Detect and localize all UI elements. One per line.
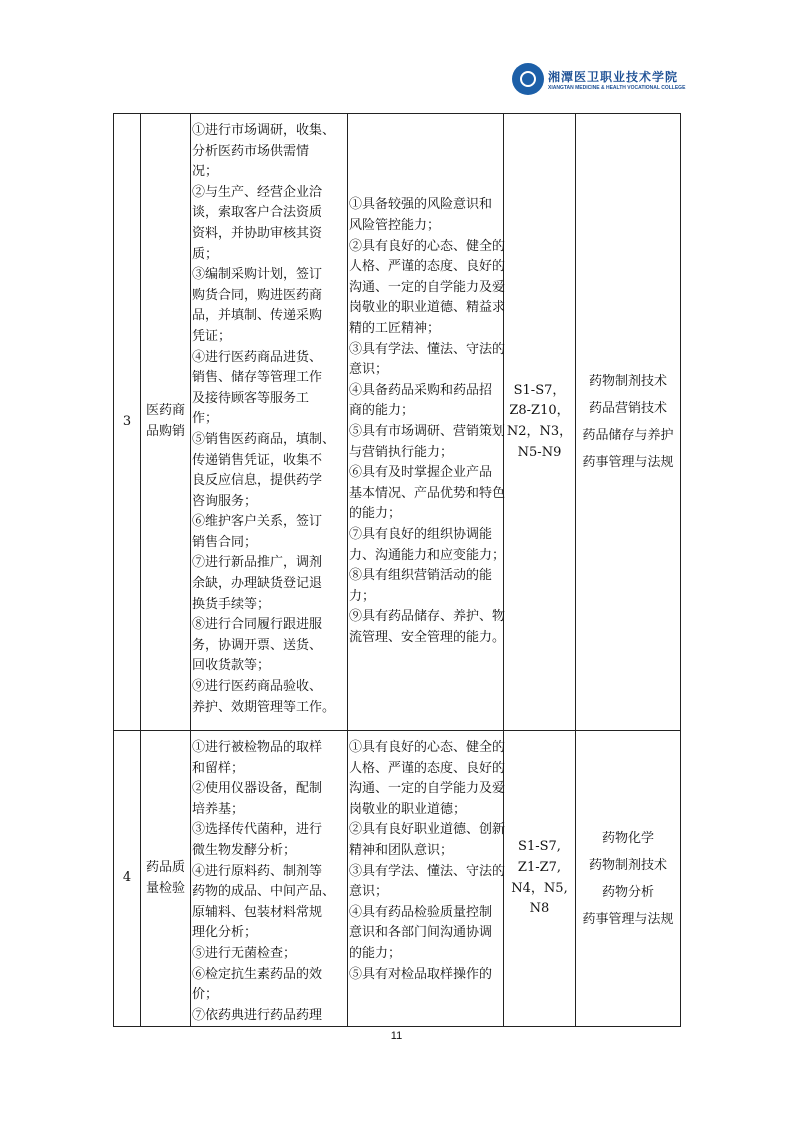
text-line: 分析医药市场供需情 (192, 143, 310, 159)
text-line: ①进行被检物品的取样 (192, 740, 323, 755)
text-line: ⑨进行医药商品验收、 (192, 679, 323, 695)
text-line: 药事管理与法规 (582, 455, 674, 470)
related-courses (576, 731, 681, 1027)
text-line: 作； (192, 411, 219, 427)
logo-chinese-name: 湘潭医卫职业技术学院 (548, 69, 679, 84)
text-line: 原辅料、包装材料常规 (192, 904, 323, 920)
text-line: 药物分析 (601, 884, 654, 900)
text-line: 岗敬业的职业道德； (349, 801, 467, 817)
text-line: 意识； (349, 884, 389, 900)
text-line: ⑤具有市场调研、营销策划 (349, 424, 506, 439)
text-line: 理化分析； (192, 925, 258, 941)
text-line: ⑥检定抗生素药品的效 (192, 966, 323, 982)
page-number: 11 (390, 1030, 403, 1042)
abilities (348, 731, 504, 1027)
text-line: N8 (529, 901, 550, 917)
text-line: 余缺，办理缺货登记退 (192, 576, 323, 592)
text-line: 谈，索取客户合法资质 (192, 205, 323, 221)
text-line: 药品储存与养护 (582, 428, 674, 443)
text-line: 药品质 (145, 860, 185, 876)
text-line: 品购销 (145, 424, 185, 439)
text-line: ④进行原料药、制剂等 (192, 863, 323, 879)
text-line: ⑥具有及时掌握企业产品 (349, 465, 493, 481)
text-line: 沟通、一定的自学能力及爱 (349, 781, 506, 797)
text-line: N5-N9 (517, 444, 562, 460)
text-line: ③具有学法、懂法、守法的 (349, 341, 506, 357)
text-line: 销售、储存等管理工作 (192, 370, 323, 386)
competency-codes (504, 731, 576, 1027)
text-line: ③编制采购计划，签订 (192, 267, 323, 283)
text-line: ⑦依药典进行药品药理 (192, 1007, 323, 1023)
text-line: S1-S7， (513, 382, 566, 398)
job-competency-table (113, 113, 681, 1027)
row-number: 3 (114, 114, 141, 731)
text-line: 的能力； (349, 506, 402, 522)
text-line: 风险管控能力； (349, 218, 441, 234)
text-line: ⑨具有药品储存、养护、物 (349, 609, 506, 625)
competency-codes (504, 114, 576, 731)
college-emblem-icon (512, 63, 544, 95)
text-line: 意识和各部门间沟通协调 (349, 925, 493, 941)
text-line: ⑧具有组织营销活动的能 (349, 568, 493, 584)
text-line: 价； (192, 987, 219, 1003)
text-line: ①具备较强的风险意识和 (349, 197, 493, 213)
text-line: ④进行医药商品进货、 (192, 349, 323, 365)
text-line: ③具有学法、懂法、守法的 (349, 863, 506, 879)
table-row (114, 731, 681, 1027)
text-line: ②与生产、经营企业洽 (192, 184, 323, 200)
text-line: 务，协调开票、送货、 (192, 637, 323, 653)
text-line: 岗敬业的职业道德、精益求 (349, 300, 506, 316)
text-line: ①进行市场调研，收集、 (192, 123, 336, 138)
text-line: N2，N3， (506, 424, 573, 439)
text-line: 况； (192, 164, 219, 180)
text-line: 和留样； (192, 760, 245, 776)
work-tasks (191, 731, 348, 1027)
text-line: 资料，并协助审核其资 (192, 225, 323, 241)
text-line: 质； (192, 246, 219, 262)
text-line: 药品营销技术 (588, 401, 667, 416)
text-line: 药物的成品、中间产品、 (192, 884, 336, 900)
text-line: ②具有良好的心态、健全的 (349, 238, 506, 254)
text-line: N4，N5, (511, 880, 568, 896)
text-line: ①具有良好的心态、健全的 (349, 740, 506, 755)
text-line: 药事管理与法规 (582, 911, 674, 927)
text-line: ⑤进行无菌检查； (192, 945, 297, 961)
text-line: ⑦具有良好的组织协调能 (349, 526, 493, 542)
text-line: Z8-Z10， (509, 403, 570, 419)
text-line: 凭证； (192, 328, 232, 344)
text-line: 与营销执行能力； (349, 444, 454, 460)
text-line: 微生物发酵分析； (192, 842, 297, 858)
text-line: 养护、效期管理等工作。 (192, 699, 336, 715)
text-line: 沟通、一定的自学能力及爱 (349, 279, 506, 295)
row-number: 4 (114, 731, 141, 1027)
text-line: 销售合同； (192, 534, 258, 550)
text-line: 力； (349, 588, 376, 604)
text-line: 意识； (349, 362, 389, 378)
text-line: 药物制剂技术 (588, 374, 667, 389)
text-line: ②使用仪器设备，配制 (192, 781, 323, 797)
text-line: 人格、严谨的态度、良好的 (349, 259, 506, 275)
text-line: ⑤销售医药商品，填制、 (192, 431, 336, 447)
text-line: 精的工匠精神； (349, 321, 441, 337)
text-line: 药物制剂技术 (588, 857, 667, 873)
text-line: 的能力； (349, 945, 402, 961)
text-line: 购货合同，购进医药商 (192, 287, 323, 303)
text-line: 良反应信息，提供药学 (192, 473, 323, 489)
related-courses (576, 114, 681, 731)
text-line: ⑥维护客户关系，签订 (192, 514, 323, 530)
abilities (348, 114, 504, 731)
logo-english-name: XIANGTAN MEDICINE & HEALTH VOCATIONAL COLLEGE (548, 84, 686, 91)
text-line: 药物化学 (601, 830, 654, 846)
text-line: 品，并填制、传递采购 (192, 308, 323, 324)
text-line: 医药商 (145, 403, 185, 419)
text-line: 量检验 (145, 880, 185, 896)
job-name (141, 731, 191, 1027)
text-line: 流管理、安全管理的能力。 (349, 629, 506, 645)
text-line: ⑦进行新品推广，调剂 (192, 555, 323, 571)
text-line: 及接待顾客等服务工 (192, 390, 310, 406)
text-line: 精神和团队意识； (349, 842, 454, 858)
text-line: 换货手续等； (192, 596, 271, 612)
work-tasks (191, 114, 348, 731)
text-line: 培养基； (192, 801, 245, 817)
text-line: ④具备药品采购和药品招 (349, 382, 493, 398)
text-line: 咨询服务； (192, 493, 258, 509)
text-line: ④具有药品检验质量控制 (349, 904, 493, 920)
college-logo (512, 63, 685, 95)
text-line: Z1-Z7, (517, 860, 562, 876)
text-line: 回收货款等； (192, 658, 271, 674)
text-line: 商的能力； (349, 403, 415, 419)
text-line: S1-S7, (518, 839, 561, 855)
table-row (114, 114, 681, 731)
text-line: ⑤具有对检品取样操作的 (349, 966, 493, 982)
text-line: 人格、严谨的态度、良好的 (349, 760, 506, 776)
text-line: 力、沟通能力和应变能力； (349, 547, 506, 563)
job-name (141, 114, 191, 731)
text-line: 传递销售凭证，收集不 (192, 452, 323, 468)
text-line: ③选择传代菌种，进行 (192, 822, 323, 838)
text-line: 基本情况、产品优势和特色 (349, 485, 506, 501)
text-line: ⑧进行合同履行跟进服 (192, 617, 323, 633)
text-line: ②具有良好职业道德、创新 (349, 822, 506, 838)
